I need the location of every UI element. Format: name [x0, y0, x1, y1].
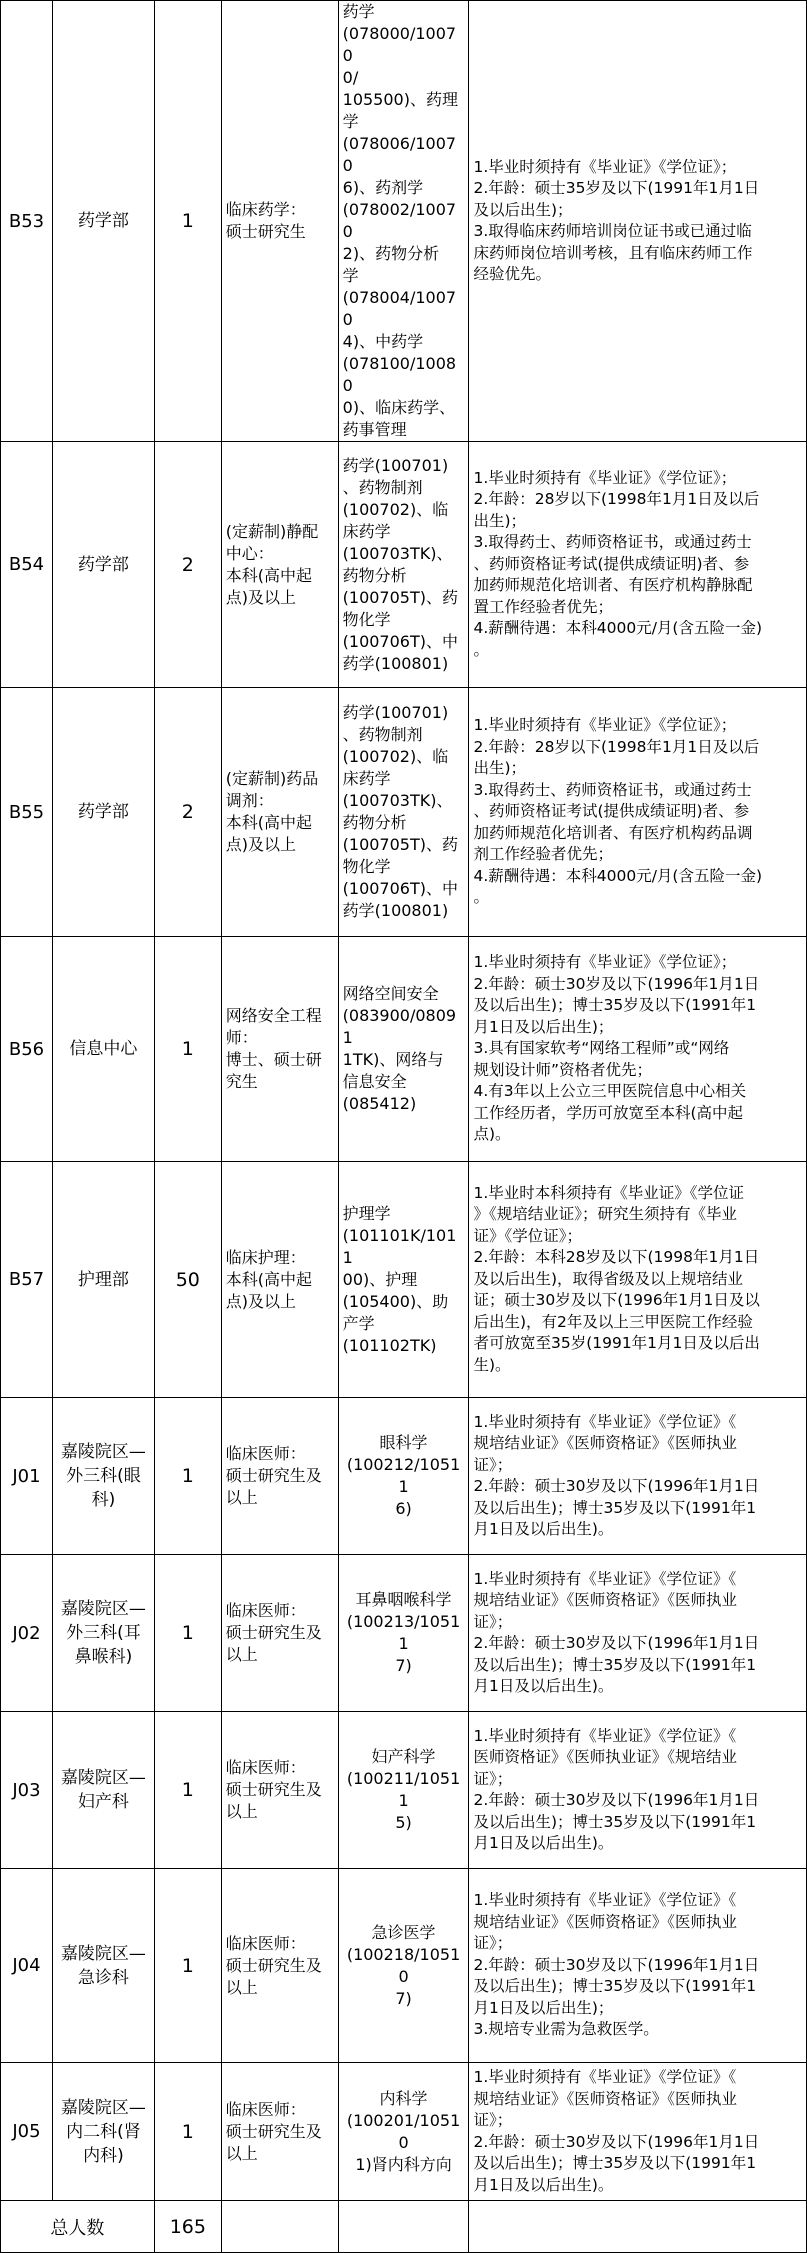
text-line: 2.年龄：硕士30岁及以下(1996年1月1日: [473, 1791, 760, 1809]
text-line: 月1日及以后出生)。: [473, 2175, 614, 2194]
text-line: (078004/10070: [342, 288, 457, 329]
headcount-cell: 1: [154, 1712, 221, 1869]
post-code-cell: B53: [1, 1, 53, 442]
position-cell: [221, 1, 338, 442]
text-line: 嘉陵院区—: [60, 1599, 146, 1619]
text-line: 2.年龄：硕士30岁及以下(1996年1月1日: [473, 2132, 760, 2151]
text-line: 究生: [225, 1072, 258, 1091]
text-line: 出生)；: [473, 511, 527, 530]
table-row: [1, 1, 807, 442]
post-code-cell: J04: [1, 1869, 53, 2063]
text-line: 急诊医学: [371, 1922, 436, 1942]
text-line: 5): [395, 1813, 412, 1832]
text-line: 网络空间安全: [342, 984, 439, 1003]
text-line: (101101K/1011: [342, 1225, 457, 1267]
text-line: 硕士研究生: [225, 222, 306, 241]
position-cell: [221, 2063, 338, 2201]
total-row: [1, 2201, 807, 2253]
text-line: 床药师岗位培训考核，且有临床药师工作: [473, 243, 753, 262]
text-line: 月1日及以后出生)；: [473, 1998, 614, 2017]
text-line: (100702)、临: [342, 747, 449, 766]
position-cell: [221, 1712, 338, 1869]
text-line: 眼科学: [379, 1433, 428, 1452]
text-line: 临床医师：: [225, 1444, 306, 1463]
text-line: 2.年龄：28岁以下(1998年1月1日及以后: [473, 490, 760, 509]
text-line: 临床医师：: [225, 1758, 306, 1777]
text-line: 加药师规范化培训者、有医疗机构静脉配: [473, 576, 753, 595]
position-cell: [221, 937, 338, 1162]
text-line: 外三科(耳: [66, 1623, 141, 1643]
text-line: 。: [473, 640, 489, 659]
text-line: (101102TK): [342, 1335, 437, 1355]
text-line: 0)、临床药学、: [342, 398, 456, 417]
text-line: 月1日及以后出生)。: [473, 1520, 614, 1538]
position-cell: [221, 1555, 338, 1712]
text-line: 证；硕士30岁及以下(1996年1月1日及以: [473, 1291, 760, 1310]
text-line: 药学部: [77, 554, 129, 575]
post-code-cell: J01: [1, 1398, 53, 1555]
text-line: 2.年龄：硕士30岁及以下(1996年1月1日: [473, 974, 760, 993]
headcount-cell: 1: [154, 1555, 221, 1712]
text-line: 1.毕业时须持有《毕业证》《学位证》；: [473, 716, 737, 735]
headcount-cell: 50: [154, 1162, 221, 1398]
department-cell: [52, 1869, 154, 2063]
department-cell: [52, 442, 154, 688]
post-code-cell: B57: [1, 1162, 53, 1398]
requirements-cell: [469, 1869, 807, 2063]
text-line: 中心：: [225, 543, 274, 563]
text-line: 临床医师：: [225, 1933, 306, 1953]
text-line: 医师资格证》《医师执业证》《规培结业: [473, 1748, 737, 1766]
requirements-cell: [469, 1162, 807, 1398]
major-cell: [338, 937, 469, 1162]
table-row: [1, 442, 807, 688]
text-line: 工作经历者，学历可放宽至本科(高中起: [473, 1103, 744, 1122]
text-line: 3.取得药士、药师资格证书，或通过药士: [473, 533, 752, 552]
text-line: 1.毕业时须持有《毕业证》《学位证》《: [473, 1569, 737, 1588]
text-line: 点)及以上: [225, 1291, 297, 1311]
text-line: 2)、药物分析: [342, 244, 440, 263]
text-line: 1.毕业时须持有《毕业证》《学位证》；: [473, 468, 737, 487]
text-line: 加药师规范化培训者、有医疗机构药品调: [473, 823, 753, 842]
text-line: 证》；: [473, 1612, 513, 1631]
text-line: 1.毕业时须持有《毕业证》《学位证》；: [473, 157, 737, 176]
text-line: (100201/10510: [346, 2110, 461, 2152]
text-line: 1.毕业时须持有《毕业证》《学位证》《: [473, 1891, 737, 1910]
text-line: 规培结业证》《医师资格证》《医师执业: [473, 1591, 737, 1609]
text-line: 105500)、药理: [342, 90, 458, 109]
requirements-cell: [469, 2063, 807, 2201]
text-line: 嘉陵院区—: [60, 1943, 146, 1964]
text-line: 4.薪酬待遇：本科4000元/月(含五险一金): [473, 619, 763, 638]
text-line: 护理部: [77, 1269, 129, 1290]
text-line: (定薪制)药品: [225, 769, 319, 788]
major-cell: [338, 1162, 469, 1398]
table-row: [1, 1555, 807, 1712]
text-line: 本科(高中起: [225, 565, 313, 585]
empty-cell: [221, 2201, 338, 2253]
text-line: (100703TK)、: [342, 791, 453, 810]
text-line: (100706T)、中: [342, 631, 458, 651]
text-line: 药学(100801): [342, 901, 449, 920]
text-line: 硕士研究生及: [225, 1780, 322, 1799]
empty-cell: [469, 2201, 807, 2253]
post-code-cell: J02: [1, 1555, 53, 1712]
requirements-cell: [469, 1398, 807, 1555]
text-line: 妇产科学: [371, 1747, 436, 1766]
requirements-cell: [469, 442, 807, 688]
text-line: 。: [473, 888, 489, 907]
text-line: (100702)、临: [342, 499, 449, 519]
text-line: 1.毕业时须持有《毕业证》《学位证》；: [473, 953, 737, 972]
major-cell: [338, 1398, 469, 1555]
text-line: 以上: [225, 1488, 258, 1507]
text-line: 2.年龄：硕士30岁及以下(1996年1月1日: [473, 1955, 760, 1974]
text-line: 1TK)、网络与: [342, 1050, 444, 1069]
text-line: 》《规培结业证》；研究生须持有《毕业: [473, 1205, 737, 1224]
table-row: [1, 1162, 807, 1398]
headcount-cell: 2: [154, 442, 221, 688]
major-cell: [338, 2063, 469, 2201]
position-cell: [221, 442, 338, 688]
text-line: 药学(100701): [342, 455, 449, 475]
major-cell: [338, 1869, 469, 2063]
text-line: 以上: [225, 1645, 258, 1664]
text-line: 6): [395, 1499, 412, 1518]
text-line: (100705T)、药: [342, 587, 458, 607]
text-line: 药事管理: [342, 420, 407, 439]
text-line: 证》；: [473, 1455, 513, 1474]
text-line: 剂工作经验者优先；: [473, 845, 613, 864]
text-line: 、药师资格证考试(提供成绩证明)者、参: [473, 554, 750, 573]
text-line: 床药学: [342, 769, 391, 788]
text-line: (100706T)、中: [342, 879, 458, 898]
text-line: 生)。: [473, 1355, 511, 1374]
text-line: (100218/10510: [346, 1944, 461, 1986]
text-line: 网络安全工程: [225, 1006, 322, 1025]
text-line: (100703TK)、: [342, 543, 453, 563]
text-line: 、药物制剂: [342, 725, 423, 744]
department-cell: [52, 2063, 154, 2201]
text-line: 师：: [225, 1028, 258, 1047]
text-line: 以上: [225, 1977, 258, 1997]
text-line: 嘉陵院区—: [60, 1442, 146, 1462]
text-line: 及以后出生)；博士35岁及以下(1991年1: [473, 1977, 757, 1996]
text-line: 4.有3年以上公立三甲医院信息中心相关: [473, 1082, 747, 1101]
text-line: 及以后出生)；博士35岁及以下(1991年1: [473, 2154, 757, 2172]
text-line: 1.毕业时须持有《毕业证》《学位证》《: [473, 1412, 737, 1431]
text-line: 本科(高中起: [225, 813, 313, 832]
text-line: 物化学: [342, 857, 391, 876]
text-line: 内二科(肾: [66, 2121, 141, 2142]
text-line: 0/: [342, 68, 359, 87]
post-code-cell: B55: [1, 688, 53, 937]
text-line: 信息安全: [342, 1072, 407, 1091]
major-cell: [338, 1555, 469, 1712]
text-line: 规划设计师”资格者优先；: [473, 1060, 652, 1079]
text-line: 药学(100801): [342, 653, 449, 673]
text-line: (100213/10511: [346, 1612, 461, 1653]
text-line: 证》；: [473, 1769, 513, 1788]
table-row: [1, 1398, 807, 1555]
text-line: 及以后出生)；博士35岁及以下(1991年1: [473, 1655, 757, 1674]
text-line: 急诊科: [77, 1967, 129, 1988]
text-line: 及以后出生)；: [473, 200, 573, 219]
text-line: 后出生)，有2年及以上三甲医院工作经验: [473, 1312, 753, 1331]
text-line: 药物分析: [342, 565, 407, 585]
text-line: 月1日及以后出生)。: [473, 1834, 614, 1852]
text-line: 临床医师：: [225, 1601, 306, 1620]
text-line: 鼻喉科): [74, 1647, 133, 1667]
text-line: 妇产科: [77, 1792, 129, 1812]
text-line: 2.年龄：本科28岁及以下(1998年1月1日: [473, 1248, 760, 1267]
text-line: 硕士研究生及: [225, 2121, 322, 2141]
table-body: [1, 1, 807, 2253]
text-line: 药学: [342, 2, 375, 21]
text-line: 临床护理：: [225, 1247, 306, 1267]
text-line: 证》；: [473, 2111, 513, 2129]
requirements-cell: [469, 1555, 807, 1712]
text-line: 7): [395, 1656, 412, 1675]
text-line: 及以后出生)；博士35岁及以下(1991年1: [473, 1812, 757, 1831]
headcount-cell: 1: [154, 937, 221, 1162]
text-line: 7): [395, 1988, 412, 2008]
text-line: 1.毕业时须持有《毕业证》《学位证》《: [473, 2068, 737, 2086]
text-line: 药学部: [77, 802, 129, 822]
text-line: 6)、药剂学: [342, 178, 424, 197]
text-line: 证》；: [473, 1934, 513, 1953]
text-line: 00)、护理: [342, 1269, 418, 1289]
text-line: 物化学: [342, 609, 391, 629]
text-line: (100211/10511: [346, 1769, 461, 1810]
headcount-cell: 2: [154, 688, 221, 937]
text-line: 2.年龄：硕士30岁及以下(1996年1月1日: [473, 1477, 760, 1495]
text-line: 药物分析: [342, 813, 407, 832]
text-line: (078002/10070: [342, 200, 457, 241]
text-line: 及以后出生)，取得省级及以上规培结业: [473, 1269, 744, 1288]
table-row: [1, 688, 807, 937]
post-code-cell: J03: [1, 1712, 53, 1869]
text-line: 点)及以上: [225, 835, 297, 854]
text-line: 护理学: [342, 1203, 391, 1223]
table-row: [1, 1869, 807, 2063]
text-line: 产学: [342, 1313, 375, 1333]
text-line: 科): [91, 1490, 116, 1510]
major-cell: [338, 688, 469, 937]
text-line: 1.毕业时本科须持有《毕业证》《学位证: [473, 1183, 745, 1202]
text-line: 嘉陵院区—: [60, 1768, 146, 1788]
headcount-cell: 1: [154, 1, 221, 442]
text-line: 床药学: [342, 521, 391, 541]
text-line: (100705T)、药: [342, 835, 458, 854]
empty-cell: [338, 2201, 469, 2253]
department-cell: [52, 688, 154, 937]
text-line: 临床药学：: [225, 200, 306, 219]
text-line: 内科): [83, 2145, 124, 2166]
text-line: (105400)、助: [342, 1291, 449, 1311]
text-line: 1.毕业时须持有《毕业证》《学位证》《: [473, 1726, 737, 1745]
position-cell: [221, 1398, 338, 1555]
major-cell: [338, 442, 469, 688]
text-line: 、药物制剂: [342, 477, 423, 497]
total-count: 165: [154, 2201, 221, 2253]
text-line: 及以后出生)；博士35岁及以下(1991年1: [473, 996, 757, 1015]
text-line: 证》《学位证》；: [473, 1226, 582, 1245]
text-line: 学: [342, 266, 359, 285]
requirements-cell: [469, 937, 807, 1162]
text-line: 博士、硕士研: [225, 1050, 322, 1069]
requirements-cell: [469, 1, 807, 442]
department-cell: [52, 1398, 154, 1555]
headcount-cell: 1: [154, 1869, 221, 2063]
post-code-cell: J05: [1, 2063, 53, 2201]
text-line: 及以后出生)；博士35岁及以下(1991年1: [473, 1498, 757, 1517]
text-line: 3.取得药士、药师资格证书，或通过药士: [473, 780, 752, 799]
table-row: [1, 1712, 807, 1869]
text-line: 耳鼻咽喉科学: [355, 1590, 452, 1609]
text-line: 4)、中药学: [342, 332, 424, 351]
table-row: [1, 2063, 807, 2201]
text-line: 月1日及以后出生)。: [473, 1677, 614, 1695]
text-line: 3.具有国家软考“网络工程师”或“网络: [473, 1039, 730, 1058]
text-line: 规培结业证》《医师资格证》《医师执业: [473, 2089, 737, 2108]
text-line: 信息中心: [69, 1039, 138, 1059]
text-line: 经验优先。: [473, 265, 551, 283]
headcount-cell: 1: [154, 1398, 221, 1555]
text-line: 临床医师：: [225, 2099, 306, 2119]
text-line: 药学(100701): [342, 703, 449, 722]
requirements-cell: [469, 1712, 807, 1869]
department-cell: [52, 1555, 154, 1712]
department-cell: [52, 1712, 154, 1869]
text-line: 3.取得临床药师培训岗位证书或已通过临: [473, 222, 752, 240]
text-line: 2.年龄：硕士30岁及以下(1996年1月1日: [473, 1634, 760, 1652]
post-code-cell: B56: [1, 937, 53, 1162]
requirements-cell: [469, 688, 807, 937]
major-cell: [338, 1, 469, 442]
text-line: 硕士研究生及: [225, 1623, 322, 1642]
text-line: 嘉陵院区—: [60, 2097, 146, 2118]
text-line: 规培结业证》《医师资格证》《医师执业: [473, 1912, 737, 1931]
text-line: 2.年龄：硕士35岁及以下(1991年1月1日: [473, 179, 760, 197]
headcount-cell: 1: [154, 2063, 221, 2201]
total-label: 总人数: [1, 2201, 155, 2253]
text-line: 内科学: [379, 2088, 428, 2108]
text-line: (078100/10080: [342, 354, 457, 395]
department-cell: [52, 937, 154, 1162]
table-row: [1, 937, 807, 1162]
post-code-cell: B54: [1, 442, 53, 688]
text-line: 、药师资格证考试(提供成绩证明)者、参: [473, 802, 750, 821]
text-line: 规培结业证》《医师资格证》《医师执业: [473, 1434, 737, 1452]
text-line: 调剂：: [225, 791, 274, 810]
text-line: 硕士研究生及: [225, 1955, 322, 1975]
text-line: 外三科(眼: [66, 1466, 141, 1486]
position-cell: [221, 688, 338, 937]
text-line: (078006/10070: [342, 134, 457, 175]
text-line: 以上: [225, 1802, 258, 1821]
text-line: 3.规培专业需为急救医学。: [473, 2020, 659, 2039]
text-line: (085412): [342, 1094, 417, 1113]
text-line: (定薪制)静配: [225, 521, 319, 541]
text-line: 本科(高中起: [225, 1269, 313, 1289]
department-cell: [52, 1162, 154, 1398]
major-cell: [338, 1712, 469, 1869]
department-cell: [52, 1, 154, 442]
text-line: 置工作经验者优先；: [473, 597, 613, 616]
position-cell: [221, 1162, 338, 1398]
text-line: 月1日及以后出生)；: [473, 1017, 614, 1036]
text-line: 点)及以上: [225, 587, 297, 607]
text-line: 以上: [225, 2143, 258, 2163]
text-line: 者可放宽至35岁(1991年1月1日及以后出: [473, 1334, 760, 1353]
text-line: 点)。: [473, 1125, 511, 1144]
text-line: 药学部: [77, 211, 129, 231]
position-cell: [221, 1869, 338, 2063]
text-line: 出生)；: [473, 759, 527, 778]
text-line: 4.薪酬待遇：本科4000元/月(含五险一金): [473, 866, 763, 885]
text-line: 硕士研究生及: [225, 1466, 322, 1485]
text-line: 2.年龄：28岁以下(1998年1月1日及以后: [473, 737, 760, 756]
text-line: (078000/10070: [342, 24, 457, 65]
text-line: 学: [342, 112, 359, 131]
text-line: (083900/08091: [342, 1006, 457, 1047]
text-line: (100212/10511: [346, 1455, 461, 1496]
text-line: 1)肾内科方向: [355, 2154, 452, 2174]
